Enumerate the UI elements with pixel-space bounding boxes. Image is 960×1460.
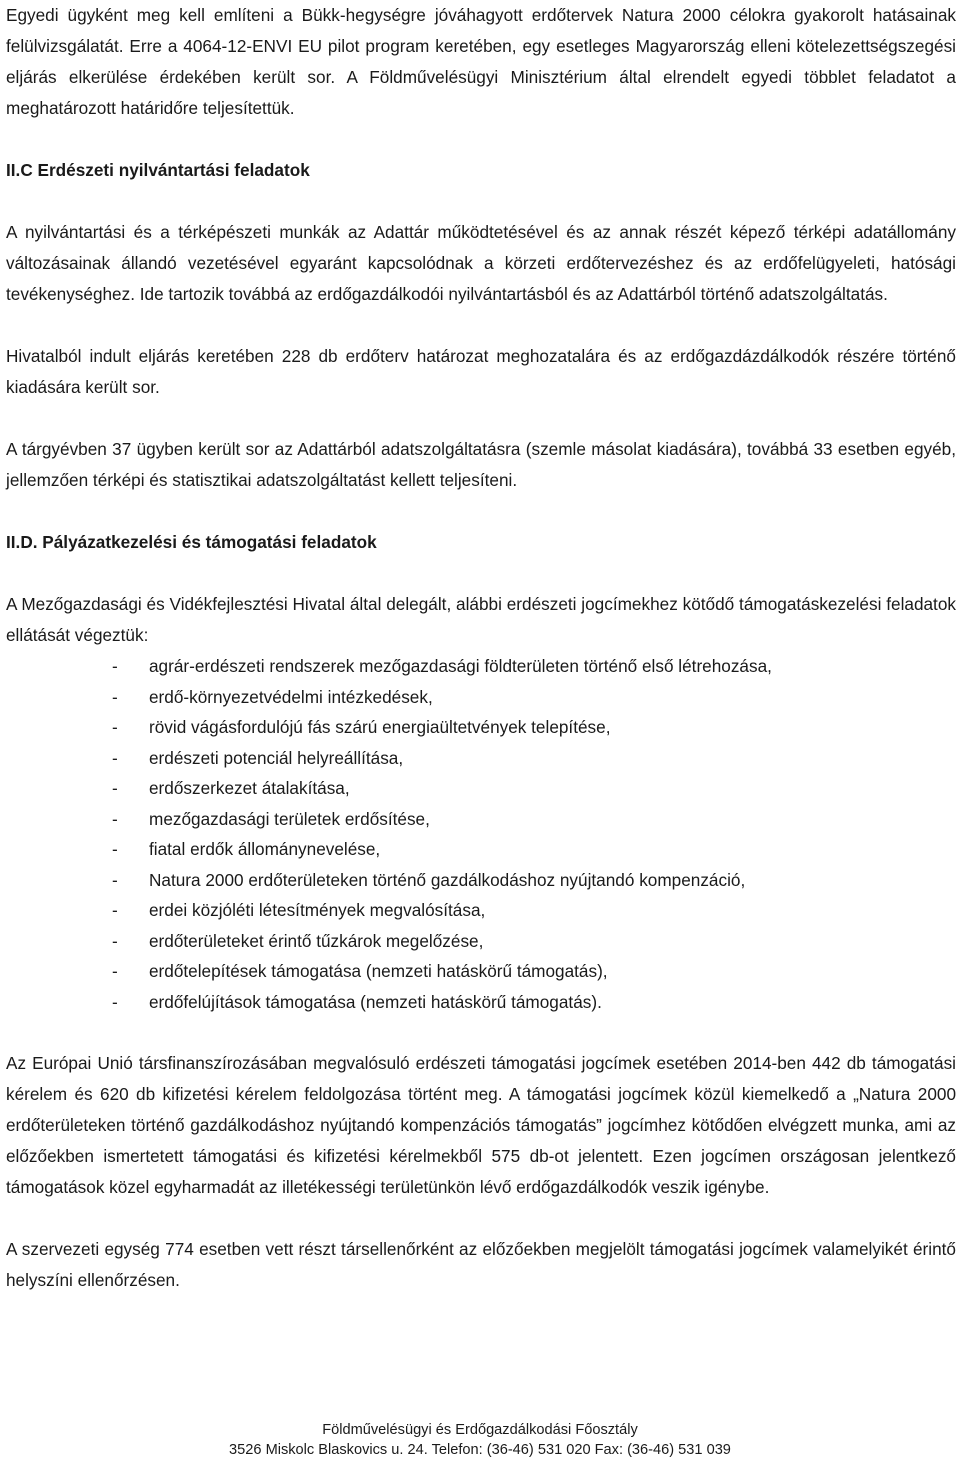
list-item xyxy=(6,926,956,957)
list-item xyxy=(6,773,956,804)
list-item xyxy=(6,865,956,896)
list-item xyxy=(6,956,956,987)
spacer xyxy=(6,1203,956,1234)
list-dash: - xyxy=(112,900,118,920)
page-footer xyxy=(0,1420,960,1460)
spacer xyxy=(6,124,956,155)
footer-department: Földművelésügyi és Erdőgazdálkodási Főosztály xyxy=(322,1422,638,1438)
footer-address: 3526 Miskolc Blaskovics u. 24. Telefon: (36-46) 531 020 Fax: (36-46) 531 039 xyxy=(229,1442,731,1458)
list-dash: - xyxy=(112,686,118,707)
list-item-text: mezőgazdasági területek erdősítése, xyxy=(149,808,430,829)
list-item xyxy=(6,712,956,743)
list-dash: - xyxy=(112,778,118,798)
list-item xyxy=(6,895,956,926)
support-titles-list xyxy=(6,651,956,1017)
list-item xyxy=(6,682,956,713)
list-item-text: erdőszerkezet átalakítása, xyxy=(149,778,350,798)
spacer xyxy=(6,310,956,341)
section-heading-ii-d: II.D. Pályázatkezelési és támogatási feladatok xyxy=(6,532,377,552)
list-item-text: agrár-erdészeti rendszerek mezőgazdasági földterületen történő első létrehozása, xyxy=(149,656,772,676)
list-item-text: Natura 2000 erdőterületeken történő gazdálkodáshoz nyújtandó kompenzáció, xyxy=(149,869,746,890)
paragraph-official-procedure: Hivatalból indult eljárás keretében 228 db erdőterv határozat meghozatalára és az erdőgazdázdálkodók részére történő kiadására került sor. xyxy=(6,346,956,397)
list-item xyxy=(6,987,956,1018)
paragraph-delegated-tasks: A Mezőgazdasági és Vidékfejlesztési Hivatal által delegált, alábbi erdészeti jogcímekhez kötődő támogatáskezelési feladatok ellátását végeztük: xyxy=(6,594,956,645)
list-dash: - xyxy=(112,869,118,890)
spacer xyxy=(6,186,956,217)
list-dash: - xyxy=(112,747,118,768)
list-item-text: erdő-környezetvédelmi intézkedések, xyxy=(149,686,433,707)
list-item xyxy=(6,834,956,865)
list-item-text: erdőfelújítások támogatása (nemzeti hatáskörű támogatás). xyxy=(149,991,602,1012)
list-item xyxy=(6,804,956,835)
list-dash: - xyxy=(112,717,118,737)
spacer xyxy=(6,1017,956,1048)
list-item-text: erdőtelepítések támogatása (nemzeti hatáskörű támogatás), xyxy=(149,961,608,981)
list-dash: - xyxy=(112,808,118,829)
paragraph-data-service: A tárgyévben 37 ügyben került sor az Adattárból adatszolgáltatásra (szemle másolat kiadására), továbbá 33 esetben egyéb, jellemzően térképi és statisztikai adatszolgáltatást kellett teljesíteni. xyxy=(6,439,956,490)
paragraph-bukk-review: Egyedi ügyként meg kell említeni a Bükk-hegységre jóváhagyott erdőtervek Natura 2000 célokra gyakorolt hatásainak felülvizsgálatát. Erre a 4064-12-ENVI EU pilot program keretében, egy esetleges Magyarország elleni kötelezettségszegési eljárás elkerülése érdekében került sor. A Földművelésügyi Minisztérium által elrendelt egyedi többlet feladatot a meghatározott határidőre teljesítettük. xyxy=(6,5,956,118)
list-item xyxy=(6,743,956,774)
list-item-text: rövid vágásfordulójú fás szárú energiaültetvények telepítése, xyxy=(149,717,611,737)
list-item-text: erdei közjóléti létesítmények megvalósítása, xyxy=(149,900,486,920)
paragraph-registry-tasks: A nyilvántartási és a térképészeti munkák az Adattár működtetésével és az annak részét képező térképi adatállomány változásainak állandó vezetésével egyaránt kapcsolódnak a körzeti erdőtervezéshez és az erdőfelügyeleti, hatósági tevékenységhez. Ide tartozik továbbá az erdőgazdálkodói nyilvántartásból és az Adattárból történő adatszolgáltatás. xyxy=(6,222,956,304)
list-dash: - xyxy=(112,930,118,951)
list-dash: - xyxy=(112,656,118,676)
list-item-text: erdőterületeket érintő tűzkárok megelőzése, xyxy=(149,930,484,951)
list-dash: - xyxy=(112,991,118,1012)
paragraph-eu-cofinancing: Az Európai Unió társfinanszírozásában megvalósuló erdészeti támogatási jogcímek esetében 2014-ben 442 db támogatási kérelem és 620 db kifizetési kérelem feldolgozása történt meg. A támogatási jogcímek közül kiemelkedő a „Natura 2000 erdőterületeken történő gazdálkodáshoz nyújtandó kompenzációs támogatás” jogcímhez kötődően elvégzett munka, ami az előzőekben ismertetett támogatási és kifizetési kérelmekből 575 db-ot jelentett. Ezen jogcímen országosan jelentkező támogatások közel egyharmadát az illetékességi területünkön lévő erdőgazdálkodók veszik igénybe. xyxy=(6,1053,956,1197)
list-item xyxy=(6,651,956,682)
spacer xyxy=(6,496,956,527)
list-dash: - xyxy=(112,961,118,981)
list-item-text: erdészeti potenciál helyreállítása, xyxy=(149,747,404,768)
spacer xyxy=(6,403,956,434)
spacer xyxy=(6,558,956,589)
section-heading-ii-c: II.C Erdészeti nyilvántartási feladatok xyxy=(6,160,310,180)
list-item-text: fiatal erdők állománynevelése, xyxy=(149,839,381,859)
list-dash: - xyxy=(112,839,118,859)
paragraph-inspections: A szervezeti egység 774 esetben vett részt társellenőrként az előzőekben megjelölt támogatási jogcímek valamelyikét érintő helyszíni ellenőrzésen. xyxy=(6,1239,956,1290)
